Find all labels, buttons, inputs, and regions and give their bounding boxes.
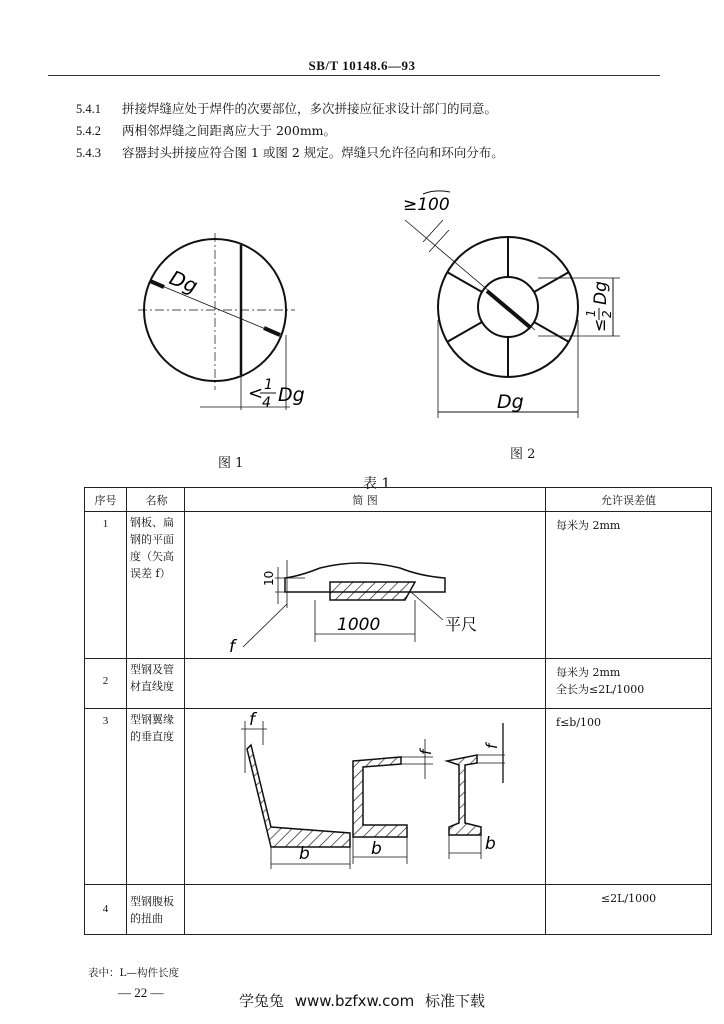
fig2-half-den: 2 <box>600 310 614 318</box>
tolerance-line: f≤b/100 <box>556 716 602 729</box>
row-number: 2 <box>102 675 109 687</box>
figure-1-caption: 图 1 <box>218 456 244 471</box>
clause-number: 5.4.1 <box>76 102 101 116</box>
fig2-min-distance-label: ≥100 <box>403 195 450 215</box>
fig-channel-b-label: b <box>371 839 382 859</box>
fig2-half-dg: Dg <box>591 281 611 305</box>
figure-2-diagram <box>395 180 635 425</box>
table-row <box>85 512 712 659</box>
tolerance-line: 每米为 2mm <box>556 666 621 679</box>
tolerance-line: 每米为 2mm <box>556 519 621 532</box>
watermark-footer: 学兔兔 www.bzfxw.com 标准下载 <box>239 992 485 1010</box>
row-name: 型钢及管材直线度 <box>127 659 185 709</box>
row-name: 钢板、扁钢的平面度（矢高误差 f） <box>127 512 185 659</box>
header-rule <box>48 75 660 76</box>
header-tolerance: 允许误差值 <box>546 488 712 512</box>
table-header-row <box>85 488 712 512</box>
fig1-dg-label: Dg <box>166 265 202 299</box>
standard-header: SB/T 10148.6—93 <box>308 58 416 73</box>
clause-5-4-1 <box>76 99 497 117</box>
flatness-diagram <box>185 512 545 655</box>
fig-ibeam-b-label: b <box>485 834 496 854</box>
clause-5-4-2 <box>76 121 336 139</box>
clause-text: 拼接焊缝应处于焊件的次要部位，多次拼接应征求设计部门的同意。 <box>122 101 498 116</box>
fig-angle-f-label: f <box>249 710 255 730</box>
fig-ruler-label: 平尺 <box>445 615 478 634</box>
tolerance-line: ≤2L/1000 <box>600 892 657 905</box>
fig2-half-num: 1 <box>584 309 598 317</box>
clause-number: 5.4.3 <box>76 146 101 160</box>
fig-thickness-label: 10 <box>262 570 276 586</box>
table-row <box>85 659 712 709</box>
table-note: 表中：L—构件长度 <box>88 967 179 979</box>
fig1-quarter-num: 1 <box>264 377 273 393</box>
row-number: 3 <box>102 715 109 727</box>
fig-channel-f-label: f <box>417 749 435 755</box>
table-row <box>85 885 712 935</box>
clause-number: 5.4.2 <box>76 124 101 138</box>
fig-f-label: f <box>229 637 235 655</box>
tolerance-table <box>84 487 712 935</box>
clause-5-4-3 <box>76 143 504 161</box>
header-no: 序号 <box>85 488 127 512</box>
clause-text: 容器封头拼接应符合图 1 或图 2 规定。焊缝只允许径向和环向分布。 <box>122 145 504 160</box>
header-name: 名称 <box>127 488 185 512</box>
flange-perpendicularity-diagram <box>185 709 545 881</box>
table-row <box>85 709 712 885</box>
fig-ibeam-f-label: f <box>483 743 501 749</box>
page-number: — 22 — <box>118 985 164 1000</box>
fig1-quarter-den: 4 <box>262 395 271 411</box>
fig1-quarter-dg: Dg <box>278 384 305 406</box>
figure-1-diagram <box>130 225 330 425</box>
clause-text: 两相邻焊缝之间距离应大于 200mm。 <box>122 123 337 138</box>
fig1-quarter-lt: < <box>248 383 264 404</box>
row-name: 型钢翼缘的垂直度 <box>127 709 185 885</box>
fig2-half-le: ≤ <box>590 318 609 332</box>
header-figure: 简 图 <box>185 488 546 512</box>
fig-length-label: 1000 <box>337 615 381 635</box>
row-number: 4 <box>102 903 109 915</box>
fig-angle-b-label: b <box>299 844 310 864</box>
fig2-half-dg-label <box>584 281 614 332</box>
figure-2-caption: 图 2 <box>510 447 536 462</box>
tolerance-line: 全长为≤2L/1000 <box>556 683 645 696</box>
fig1-quarter-dg-label <box>248 377 305 411</box>
row-name: 型钢腹板的扭曲 <box>127 885 185 935</box>
fig2-dg-label: Dg <box>497 391 524 413</box>
table-title: 表 1 <box>363 476 391 492</box>
row-number: 1 <box>102 518 109 530</box>
